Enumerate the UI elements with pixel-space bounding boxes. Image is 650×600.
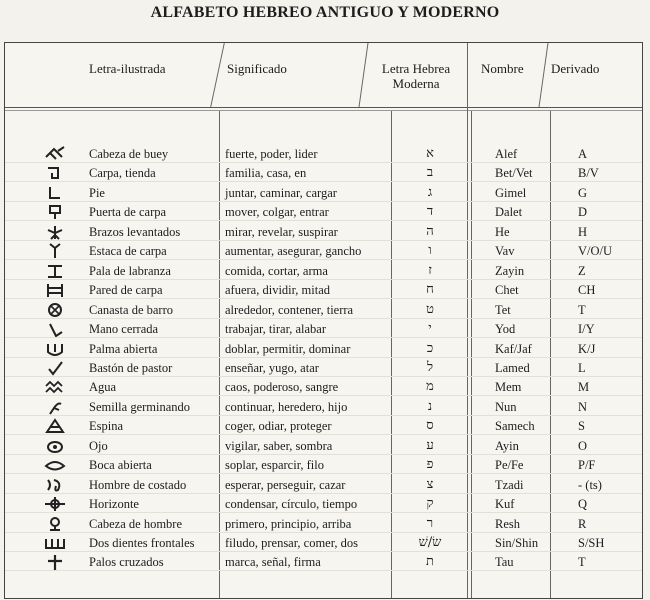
cell-illustrated: Agua	[89, 380, 117, 395]
cell-illustrated: Pala de labranza	[89, 263, 171, 278]
cell-illustrated: Espina	[89, 419, 124, 434]
row-rule	[5, 434, 642, 435]
cell-name: Nun	[495, 399, 517, 414]
header-divider	[5, 107, 642, 108]
cell-hebrew-letter: ב	[426, 165, 434, 181]
cell-name: Alef	[495, 147, 518, 161]
cell-meaning: primero, principio, arriba	[225, 516, 352, 531]
cell-meaning: marca, señal, firma	[225, 555, 321, 570]
cell-name: Vav	[495, 244, 515, 259]
col-divider	[359, 43, 369, 107]
header-divider-double	[5, 110, 642, 111]
cell-derived: K/J	[578, 341, 596, 356]
cell-hebrew-letter: צ	[426, 476, 434, 492]
cell-meaning: fuerte, poder, lider	[225, 147, 318, 161]
col-divider	[210, 43, 225, 107]
cell-hebrew-letter: ה	[426, 223, 434, 239]
cell-name: Mem	[495, 380, 522, 395]
ox-head-glyph	[35, 145, 75, 163]
cell-derived: T	[578, 555, 586, 570]
row-rule	[5, 532, 642, 533]
closed-hand-glyph	[35, 320, 75, 338]
row-rule	[5, 454, 642, 455]
header-significado: Significado	[227, 61, 287, 76]
cell-hebrew-letter: ד	[426, 204, 434, 220]
row-rule	[5, 473, 642, 474]
header-derivado: Derivado	[551, 61, 600, 76]
cell-derived: B/V	[578, 166, 599, 181]
cell-derived: T	[578, 302, 586, 317]
cell-illustrated: Boca abierta	[89, 458, 152, 473]
cell-name: Gimel	[495, 185, 527, 200]
wall-glyph	[35, 281, 75, 299]
cell-derived: Z	[578, 263, 586, 278]
cell-hebrew-letter: ע	[426, 437, 434, 453]
cell-illustrated: Ojo	[89, 438, 108, 453]
cell-hebrew-letter: ר	[426, 515, 434, 531]
cell-illustrated: Puerta de carpa	[89, 205, 167, 220]
row-rule	[5, 512, 642, 513]
thorn-glyph	[35, 417, 75, 435]
cell-illustrated: Canasta de barro	[89, 302, 173, 317]
row-rule	[5, 259, 642, 260]
cell-meaning: trabajar, tirar, alabar	[225, 322, 327, 337]
cell-derived: D	[578, 205, 588, 220]
cell-hebrew-letter: ג	[427, 184, 433, 200]
cell-meaning: soplar, esparcir, filo	[225, 458, 324, 473]
cell-illustrated: Pie	[89, 185, 105, 200]
cell-name: Lamed	[495, 360, 530, 375]
head-glyph	[35, 515, 75, 533]
crossed-sticks-glyph	[35, 553, 75, 571]
cell-hebrew-letter: נ	[427, 398, 433, 414]
header-letra-ilustrada: Letra-ilustrada	[89, 61, 166, 76]
row-rule	[5, 298, 642, 299]
cell-name: Kaf/Jaf	[495, 341, 532, 356]
row-rule	[5, 570, 642, 571]
col-divider	[539, 43, 549, 107]
row-rule	[5, 493, 642, 494]
cell-derived: CH	[578, 283, 596, 298]
row-rule	[5, 181, 642, 182]
cell-hebrew-letter: ת	[426, 554, 434, 570]
cell-name: Bet/Vet	[495, 166, 533, 181]
row-rule	[5, 279, 642, 280]
plow-glyph	[35, 262, 75, 280]
page-title: ALFABETO HEBREO ANTIGUO Y MODERNO	[150, 4, 500, 21]
water-glyph	[35, 378, 75, 396]
shepherd-staff-glyph	[35, 359, 75, 377]
cell-meaning: caos, poderoso, sangre	[225, 380, 339, 395]
row-rule	[5, 318, 642, 319]
cell-derived: R	[578, 516, 587, 531]
row-rule	[5, 357, 642, 358]
cell-meaning: vigilar, saber, sombra	[225, 438, 333, 453]
cell-meaning: coger, odiar, proteger	[225, 419, 332, 434]
cell-hebrew-letter: ל	[426, 359, 434, 375]
col-divider	[550, 111, 551, 598]
cell-illustrated: Dos dientes frontales	[89, 536, 195, 550]
cell-meaning: filudo, prensar, comer, dos	[225, 536, 358, 550]
cell-hebrew-letter: שׂ/שׁ	[418, 535, 442, 550]
cell-name: Tet	[495, 302, 511, 317]
cell-derived: S	[578, 419, 585, 434]
col-divider	[471, 111, 472, 598]
cell-hebrew-letter: פ	[426, 457, 434, 473]
cell-meaning: mover, colgar, entrar	[225, 205, 329, 220]
cell-meaning: doblar, permitir, dominar	[225, 341, 351, 356]
cell-hebrew-letter: ח	[426, 282, 434, 298]
cell-name: Yod	[495, 322, 516, 337]
cell-derived: I/Y	[578, 322, 595, 337]
cell-derived: O	[578, 438, 588, 453]
cell-derived: M	[578, 380, 590, 395]
row-rule	[5, 551, 642, 552]
cell-hebrew-letter: ז	[428, 262, 432, 278]
cell-meaning: comida, cortar, arma	[225, 263, 328, 278]
col-divider	[219, 111, 220, 598]
cell-derived: S/SH	[578, 536, 605, 550]
foot-glyph	[35, 184, 75, 202]
tent-glyph	[35, 164, 75, 182]
row-rule	[5, 337, 642, 338]
cell-meaning: afuera, dividir, mitad	[225, 283, 331, 298]
basket-glyph	[35, 301, 75, 319]
raised-arms-glyph	[35, 223, 75, 241]
cell-name: Samech	[495, 419, 535, 434]
cell-name: Resh	[495, 516, 520, 531]
row-rule	[5, 415, 642, 416]
cell-meaning: aumentar, asegurar, gancho	[225, 244, 362, 259]
cell-illustrated: Brazos levantados	[89, 224, 181, 239]
cell-hebrew-letter: י	[428, 321, 432, 337]
cell-hebrew-letter: ט	[426, 301, 434, 317]
cell-derived: H	[578, 224, 588, 239]
cell-hebrew-letter: כ	[426, 340, 434, 356]
cell-derived: Q	[578, 497, 588, 512]
open-palm-glyph	[35, 340, 75, 358]
cell-hebrew-letter: מ	[426, 379, 434, 395]
cell-name: Zayin	[495, 263, 525, 278]
cell-illustrated: Horizonte	[89, 497, 139, 512]
cell-illustrated: Mano cerrada	[89, 322, 159, 337]
cell-name: Tau	[495, 555, 514, 570]
cell-derived: L	[578, 360, 586, 375]
cell-illustrated: Pared de carpa	[89, 283, 163, 298]
cell-meaning: esperar, perseguir, cazar	[225, 477, 346, 492]
cell-hebrew-letter: ו	[428, 243, 432, 259]
cell-derived: N	[578, 399, 588, 414]
row-rule	[5, 162, 642, 163]
cell-derived: G	[578, 185, 588, 200]
man-on-side-glyph	[35, 476, 75, 494]
cell-hebrew-letter: א	[426, 146, 434, 161]
cell-meaning: familia, casa, en	[225, 166, 307, 181]
cell-name: Dalet	[495, 205, 523, 220]
horizon-glyph	[35, 495, 75, 513]
row-rule	[5, 376, 642, 377]
cell-meaning: alrededor, contener, tierra	[225, 302, 354, 317]
cell-meaning: enseñar, yugo, atar	[225, 360, 319, 375]
door-glyph	[35, 203, 75, 221]
cell-name: Pe/Fe	[495, 458, 524, 473]
cell-derived: P/F	[578, 458, 596, 473]
row-rule	[5, 220, 642, 221]
cell-derived: V/O/U	[578, 244, 613, 259]
cell-illustrated: Estaca de carpa	[89, 244, 167, 259]
alphabet-table	[4, 42, 643, 599]
teeth-glyph	[35, 534, 75, 552]
cell-name: Kuf	[495, 497, 515, 512]
cell-hebrew-letter: ק	[426, 496, 434, 512]
cell-illustrated: Cabeza de hombre	[89, 516, 183, 531]
row-rule	[5, 395, 642, 396]
cell-illustrated: Bastón de pastor	[89, 360, 173, 375]
open-mouth-glyph	[35, 456, 75, 474]
cell-illustrated: Palma abierta	[89, 341, 158, 356]
sprouting-seed-glyph	[35, 398, 75, 416]
cell-illustrated: Carpa, tienda	[89, 166, 156, 181]
cell-illustrated: Semilla germinando	[89, 399, 191, 414]
tent-peg-glyph	[35, 242, 75, 260]
cell-meaning: continuar, heredero, hijo	[225, 399, 348, 414]
cell-illustrated: Palos cruzados	[89, 555, 164, 570]
cell-name: Chet	[495, 283, 519, 298]
cell-hebrew-letter: ס	[426, 418, 434, 434]
header-letra-hebrea: Letra Hebrea Moderna	[381, 61, 451, 91]
cell-name: Ayin	[495, 438, 519, 453]
cell-name: Tzadi	[495, 477, 524, 492]
row-rule	[5, 240, 642, 241]
cell-derived: - (ts)	[578, 477, 602, 492]
eye-glyph	[35, 437, 75, 455]
cell-meaning: juntar, caminar, cargar	[225, 185, 337, 200]
cell-illustrated: Cabeza de buey	[89, 147, 169, 161]
row-rule	[5, 201, 642, 202]
cell-name: He	[495, 224, 510, 239]
cell-name: Sin/Shin	[495, 536, 539, 550]
cell-illustrated: Hombre de costado	[89, 477, 187, 492]
header-nombre: Nombre	[481, 61, 524, 76]
cell-meaning: mirar, revelar, suspirar	[225, 224, 338, 239]
cell-derived: A	[578, 147, 588, 161]
cell-meaning: condensar, círculo, tiempo	[225, 497, 358, 512]
